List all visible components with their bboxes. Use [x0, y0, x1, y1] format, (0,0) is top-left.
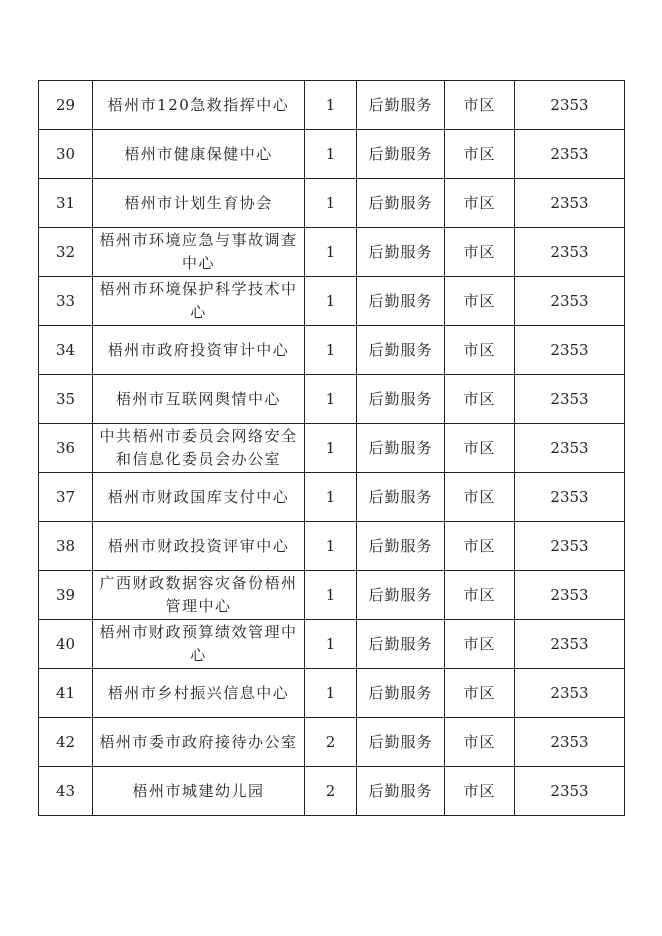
position-type-cell: 后勤服务	[357, 81, 445, 130]
headcount-cell: 1	[305, 571, 357, 620]
code-cell: 2353	[515, 767, 625, 816]
unit-name-cell: 梧州市环境保护科学技术中心	[93, 277, 305, 326]
area-cell: 市区	[445, 620, 515, 669]
unit-name-cell: 梧州市互联网舆情中心	[93, 375, 305, 424]
code-cell: 2353	[515, 130, 625, 179]
row-number-cell: 41	[39, 669, 93, 718]
headcount-cell: 1	[305, 179, 357, 228]
headcount-cell: 2	[305, 767, 357, 816]
table-row	[39, 669, 625, 718]
position-type-cell: 后勤服务	[357, 375, 445, 424]
area-cell: 市区	[445, 669, 515, 718]
headcount-cell: 1	[305, 424, 357, 473]
code-cell: 2353	[515, 473, 625, 522]
position-type-cell: 后勤服务	[357, 424, 445, 473]
code-cell: 2353	[515, 277, 625, 326]
row-number-cell: 30	[39, 130, 93, 179]
headcount-cell: 1	[305, 130, 357, 179]
headcount-cell: 1	[305, 375, 357, 424]
area-cell: 市区	[445, 522, 515, 571]
row-number-cell: 31	[39, 179, 93, 228]
headcount-cell: 1	[305, 522, 357, 571]
code-cell: 2353	[515, 81, 625, 130]
unit-name-cell: 中共梧州市委员会网络安全和信息化委员会办公室	[93, 424, 305, 473]
position-type-cell: 后勤服务	[357, 571, 445, 620]
unit-name-cell: 梧州市环境应急与事故调查中心	[93, 228, 305, 277]
unit-name-cell: 梧州市政府投资审计中心	[93, 326, 305, 375]
code-cell: 2353	[515, 326, 625, 375]
unit-name-cell: 梧州市财政国库支付中心	[93, 473, 305, 522]
headcount-cell: 1	[305, 277, 357, 326]
row-number-cell: 37	[39, 473, 93, 522]
table-row	[39, 718, 625, 767]
unit-name-cell: 梧州市乡村振兴信息中心	[93, 669, 305, 718]
position-type-cell: 后勤服务	[357, 179, 445, 228]
row-number-cell: 36	[39, 424, 93, 473]
code-cell: 2353	[515, 228, 625, 277]
area-cell: 市区	[445, 767, 515, 816]
area-cell: 市区	[445, 179, 515, 228]
unit-name-cell: 梧州市委市政府接待办公室	[93, 718, 305, 767]
headcount-cell: 1	[305, 669, 357, 718]
positions-table-container	[38, 80, 624, 816]
table-body	[39, 81, 625, 816]
row-number-cell: 42	[39, 718, 93, 767]
row-number-cell: 38	[39, 522, 93, 571]
headcount-cell: 1	[305, 228, 357, 277]
area-cell: 市区	[445, 571, 515, 620]
area-cell: 市区	[445, 277, 515, 326]
positions-table	[38, 80, 625, 816]
position-type-cell: 后勤服务	[357, 718, 445, 767]
table-row	[39, 179, 625, 228]
unit-name-cell: 梧州市计划生育协会	[93, 179, 305, 228]
table-row	[39, 473, 625, 522]
row-number-cell: 33	[39, 277, 93, 326]
code-cell: 2353	[515, 669, 625, 718]
position-type-cell: 后勤服务	[357, 326, 445, 375]
row-number-cell: 35	[39, 375, 93, 424]
table-row	[39, 571, 625, 620]
position-type-cell: 后勤服务	[357, 277, 445, 326]
table-row	[39, 620, 625, 669]
position-type-cell: 后勤服务	[357, 522, 445, 571]
table-row	[39, 326, 625, 375]
row-number-cell: 34	[39, 326, 93, 375]
row-number-cell: 32	[39, 228, 93, 277]
unit-name-cell: 梧州市健康保健中心	[93, 130, 305, 179]
table-row	[39, 424, 625, 473]
table-row	[39, 130, 625, 179]
area-cell: 市区	[445, 718, 515, 767]
area-cell: 市区	[445, 130, 515, 179]
table-row	[39, 277, 625, 326]
unit-name-cell: 梧州市财政预算绩效管理中心	[93, 620, 305, 669]
row-number-cell: 43	[39, 767, 93, 816]
area-cell: 市区	[445, 424, 515, 473]
area-cell: 市区	[445, 375, 515, 424]
position-type-cell: 后勤服务	[357, 473, 445, 522]
code-cell: 2353	[515, 571, 625, 620]
code-cell: 2353	[515, 718, 625, 767]
area-cell: 市区	[445, 326, 515, 375]
code-cell: 2353	[515, 620, 625, 669]
row-number-cell: 40	[39, 620, 93, 669]
headcount-cell: 1	[305, 473, 357, 522]
code-cell: 2353	[515, 424, 625, 473]
headcount-cell: 1	[305, 326, 357, 375]
code-cell: 2353	[515, 375, 625, 424]
area-cell: 市区	[445, 473, 515, 522]
position-type-cell: 后勤服务	[357, 130, 445, 179]
table-row	[39, 228, 625, 277]
row-number-cell: 39	[39, 571, 93, 620]
code-cell: 2353	[515, 179, 625, 228]
position-type-cell: 后勤服务	[357, 669, 445, 718]
code-cell: 2353	[515, 522, 625, 571]
position-type-cell: 后勤服务	[357, 620, 445, 669]
position-type-cell: 后勤服务	[357, 228, 445, 277]
area-cell: 市区	[445, 81, 515, 130]
table-row	[39, 375, 625, 424]
table-row	[39, 522, 625, 571]
area-cell: 市区	[445, 228, 515, 277]
position-type-cell: 后勤服务	[357, 767, 445, 816]
table-row	[39, 81, 625, 130]
unit-name-cell: 梧州市财政投资评审中心	[93, 522, 305, 571]
unit-name-cell: 梧州市城建幼儿园	[93, 767, 305, 816]
table-row	[39, 767, 625, 816]
unit-name-cell: 广西财政数据容灾备份梧州管理中心	[93, 571, 305, 620]
row-number-cell: 29	[39, 81, 93, 130]
headcount-cell: 1	[305, 620, 357, 669]
headcount-cell: 1	[305, 81, 357, 130]
headcount-cell: 2	[305, 718, 357, 767]
unit-name-cell: 梧州市120急救指挥中心	[93, 81, 305, 130]
